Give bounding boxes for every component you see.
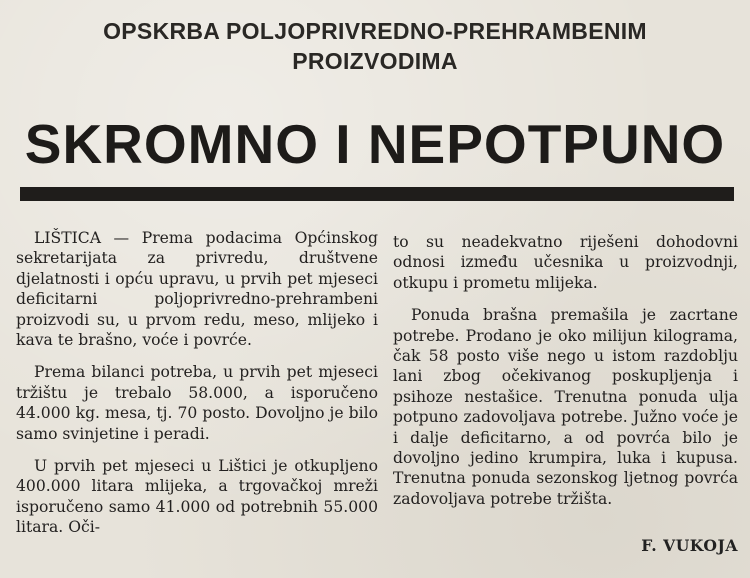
kicker-line-1: OPSKRBA POLJOPRIVREDNO-PREHRAMBENIM xyxy=(103,18,647,44)
paragraph: U prvih pet mjeseci u Lištici je otkupljeno 400.000 litara mlijeka, a trgovačkoj mreži isporučeno samo 41.000 od potrebnih 55.000 litara. Oči- xyxy=(16,457,378,537)
author-byline: F. VUKOJA xyxy=(641,536,738,555)
headline-rule xyxy=(20,187,734,201)
paragraph: LIŠTICA — Prema podacima Općinskog sekretarijata za privredu, društvene djelatnosti i opću upravu, u prvih pet mjeseci deficitarni poljoprivredno-prehrambeni proizvodi su, u prvom redu, meso, mlijeko i kava te brašno, voće i povrće. xyxy=(16,229,378,350)
kicker-line-2: PROIZVODIMA xyxy=(292,48,458,74)
paragraph: Prema bilanci potreba, u prvih pet mjeseci tržištu je trebalo 58.000, a isporučeno 44.000 kg. mesa, tj. 70 posto. Dovoljno je bilo samo svinjetine i peradi. xyxy=(16,363,378,443)
article-column-left xyxy=(16,228,378,550)
paragraph-continued: to su neadekvatno riješeni dohodovni odnosi između učesnika u proizvodnji, otkupu i prometu mlijeka. xyxy=(393,233,738,292)
paragraph: Ponuda brašna premašila je zacrtane potrebe. Prodano je oko milijun kilograma, čak 58 posto više nego u istom razdoblju lani zbog očekivanog poskupljenja i psihoze nestašice. Trenutna ponuda ulja potpuno zadovoljava potrebe. Južno voće je i dalje deficitarno, a od povrća bilo je dovoljno jedino krumpira, luka i kupusa. Trenutna ponuda sezonskog ljetnog povrća zadovoljava potrebe tržišta. xyxy=(393,306,738,508)
kicker-heading xyxy=(0,16,750,76)
headline: SKROMNO I NEPOTPUNO xyxy=(24,113,726,175)
article-column-right xyxy=(393,232,738,521)
